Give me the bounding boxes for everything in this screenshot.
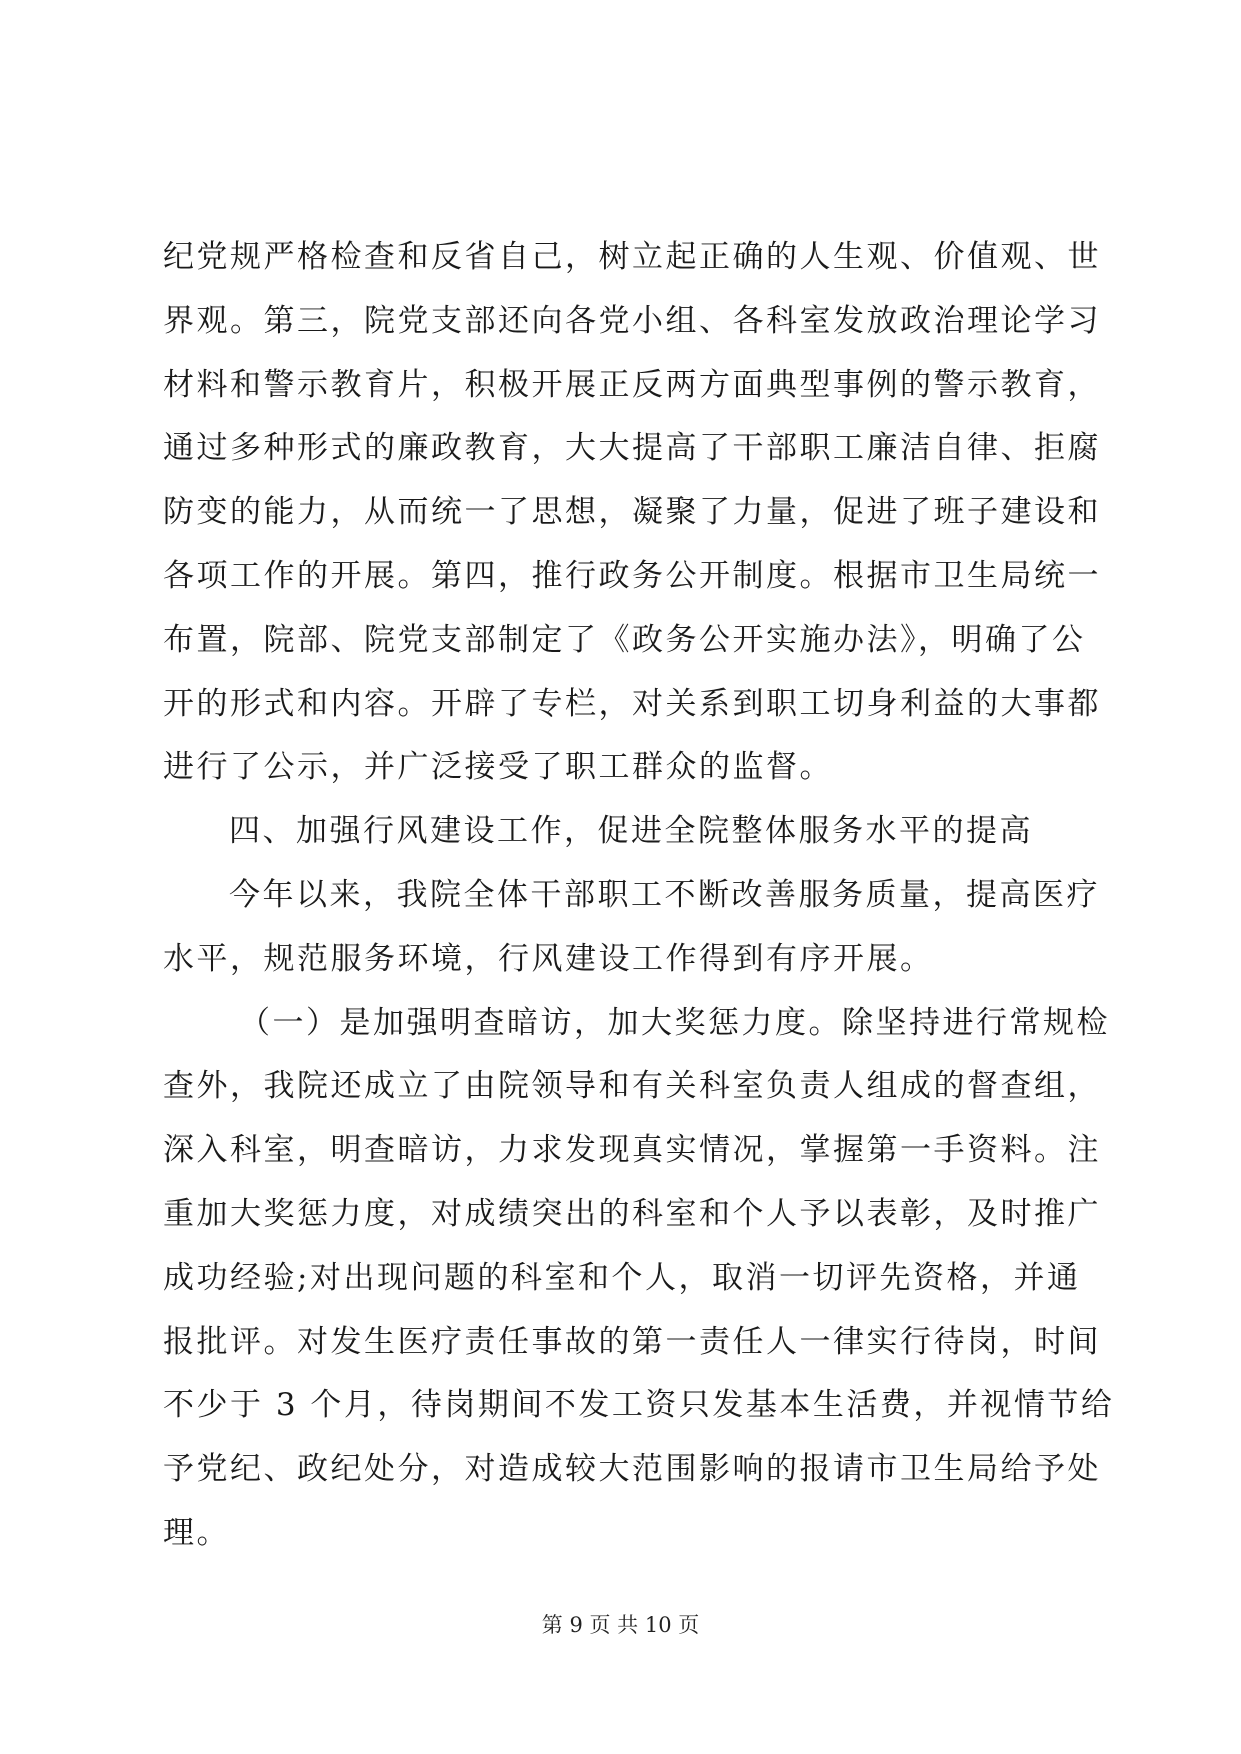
text-line: 查外，我院还成立了由院领导和有关科室负责人组成的督查组， <box>163 1068 1101 1105</box>
text-line: 界观。第三，院党支部还向各党小组、各科室发放政治理论学习 <box>163 302 1101 339</box>
section-heading: 四、加强行风建设工作，促进全院整体服务水平的提高 <box>229 813 1033 850</box>
text-line: 防变的能力，从而统一了思想，凝聚了力量，促进了班子建设和 <box>163 494 1101 531</box>
subsection-line: （一）是加强明查暗访，加大奖惩力度。除坚持进行常规检 <box>239 1004 1110 1041</box>
text-line: 水平，规范服务环境，行风建设工作得到有序开展。 <box>163 940 934 977</box>
text-line: 成功经验;对出现问题的科室和个人，取消一切评先资格，并通 <box>163 1259 1081 1296</box>
text-line: 报批评。对发生医疗责任事故的第一责任人一律实行待岗，时间 <box>163 1323 1101 1360</box>
text-line: 深入科室，明查暗访，力求发现真实情况，掌握第一手资料。注 <box>163 1132 1101 1169</box>
text-line: 进行了公示，并广泛接受了职工群众的监督。 <box>163 749 833 786</box>
text-line: 材料和警示教育片，积极开展正反两方面典型事例的警示教育， <box>163 366 1101 403</box>
text-line: 各项工作的开展。第四，推行政务公开制度。根据市卫生局统一 <box>163 557 1101 594</box>
text-line: 今年以来，我院全体干部职工不断改善服务质量，提高医疗 <box>229 876 1100 913</box>
text-line: 理。 <box>163 1514 230 1551</box>
page-number: 第 9 页 共 10 页 <box>541 1613 700 1637</box>
text-line: 通过多种形式的廉政教育，大大提高了干部职工廉洁自律、拒腐 <box>163 430 1101 467</box>
document-body <box>163 226 1115 1566</box>
text-line: 开的形式和内容。开辟了专栏，对关系到职工切身利益的大事都 <box>163 685 1101 722</box>
text-line: 重加大奖惩力度，对成绩突出的科室和个人予以表彰，及时推广 <box>163 1195 1101 1232</box>
text-line: 予党纪、政纪处分，对造成较大范围影响的报请市卫生局给予处 <box>163 1451 1101 1488</box>
text-line: 不少于 3 个月，待岗期间不发工资只发基本生活费，并视情节给 <box>163 1387 1115 1424</box>
text-line: 布置，院部、院党支部制定了《政务公开实施办法》，明确了公 <box>163 621 1086 658</box>
text-line: 纪党规严格检查和反省自己，树立起正确的人生观、价值观、世 <box>163 239 1101 275</box>
